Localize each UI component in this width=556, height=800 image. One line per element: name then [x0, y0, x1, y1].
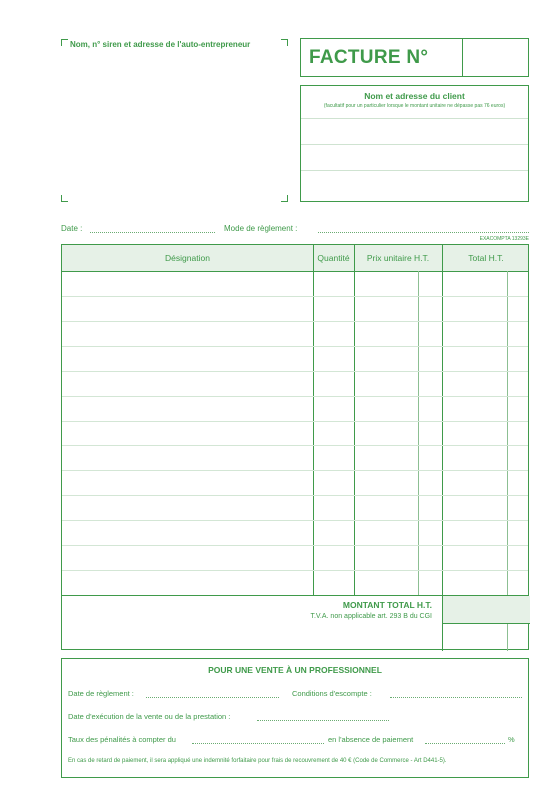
payment-mode-label: Mode de règlement : — [224, 224, 298, 233]
table-row[interactable] — [62, 371, 528, 372]
header-prix-unitaire: Prix unitaire H.T. — [366, 253, 430, 263]
header-designation: Désignation — [165, 253, 210, 263]
invoice-title: FACTURE N° — [309, 47, 429, 68]
date-label: Date : — [61, 224, 83, 233]
reference-code: EXACOMPTA 13293E — [479, 236, 529, 242]
pro-discount-field[interactable] — [390, 697, 522, 698]
client-note: (facultatif pour un particulier lorsque le montant unitaire ne dépasse pas 76 euros) — [323, 103, 506, 109]
client-box — [300, 85, 529, 202]
table-row[interactable] — [62, 421, 528, 422]
invoice-title-box — [300, 38, 529, 77]
pro-percent-sign: % — [508, 735, 515, 744]
pro-discount-label: Conditions d'escompte : — [292, 689, 372, 698]
pro-penalty-label: Taux des pénalités à compter du — [68, 735, 176, 744]
table-row[interactable] — [62, 570, 528, 571]
pro-payment-date-field[interactable] — [146, 697, 279, 698]
table-row[interactable] — [62, 470, 528, 471]
pro-execution-date-label: Date d'exécution de la vente ou de la prestation : — [68, 712, 231, 721]
header-quantite: Quantité — [317, 253, 350, 263]
corner-mark-bottom-right — [281, 195, 288, 202]
table-row[interactable] — [62, 520, 528, 521]
client-title: Nom et adresse du client — [364, 91, 465, 101]
total-label: MONTANT TOTAL H.T. — [342, 600, 432, 610]
corner-mark-top-left — [61, 39, 68, 46]
payment-mode-field[interactable] — [318, 232, 529, 233]
total-value-cell[interactable] — [443, 596, 530, 623]
pro-execution-date-field[interactable] — [257, 720, 389, 721]
pro-payment-date-label: Date de règlement : — [68, 689, 134, 698]
table-row[interactable] — [62, 495, 528, 496]
pro-section — [61, 658, 529, 778]
pro-penalty-absence-label: en l'absence de paiement — [328, 735, 414, 744]
items-table — [61, 244, 529, 650]
vat-note: T.V.A. non applicable art. 293 B du CGI — [310, 613, 432, 620]
corner-mark-top-right — [281, 39, 288, 46]
table-row[interactable] — [62, 445, 528, 446]
table-row[interactable] — [62, 321, 528, 322]
pro-penalty-date-field[interactable] — [192, 743, 324, 744]
late-fee-note: En cas de retard de paiement, il sera appliqué une indemnité forfaitaire pour frais de recouvrement de 40 € (Code de Commerce - Art D441-5). — [68, 758, 447, 764]
corner-mark-bottom-left — [61, 195, 68, 202]
table-row[interactable] — [62, 545, 528, 546]
table-row[interactable] — [62, 296, 528, 297]
header-total: Total H.T. — [468, 253, 504, 263]
sender-label: Nom, n° siren et adresse de l'auto-entrepreneur — [70, 40, 251, 49]
pro-penalty-rate-field[interactable] — [425, 743, 505, 744]
table-row[interactable] — [62, 396, 528, 397]
date-field[interactable] — [90, 232, 215, 233]
table-row[interactable] — [62, 346, 528, 347]
pro-title: POUR UNE VENTE À UN PROFESSIONNEL — [208, 665, 382, 675]
